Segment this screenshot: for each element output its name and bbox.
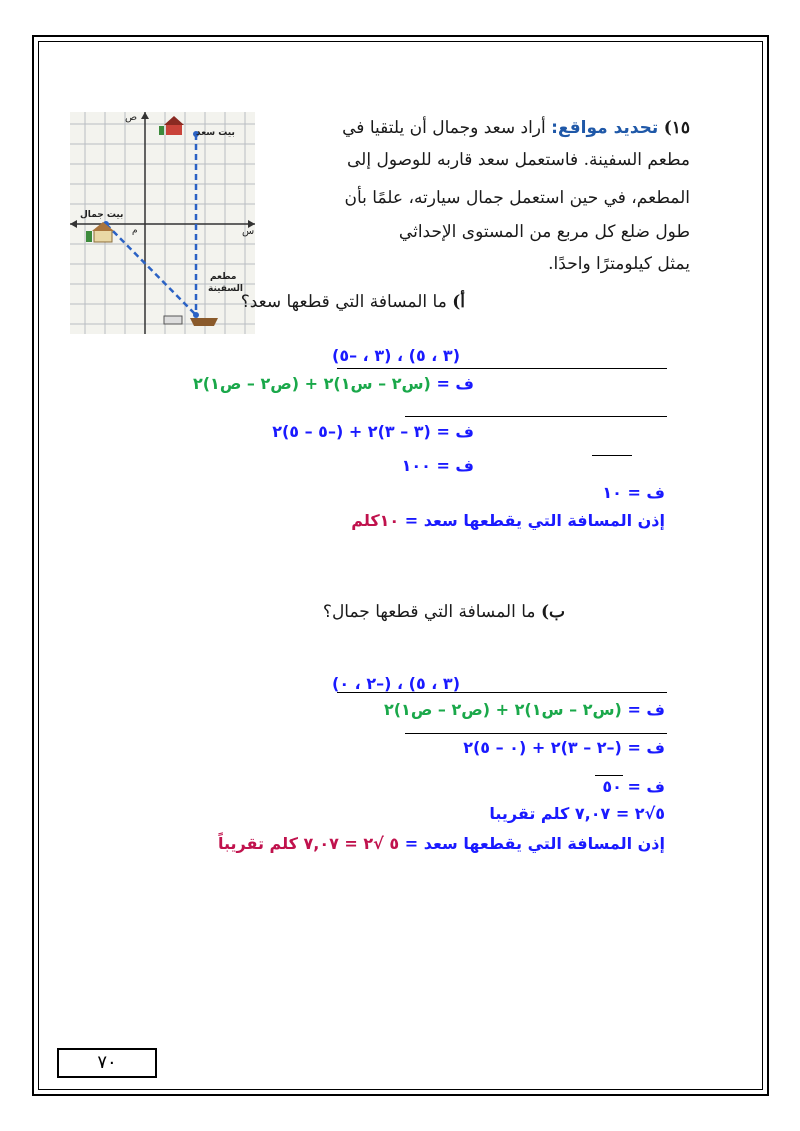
- origin-label: م: [132, 226, 138, 236]
- axis-y-label: ص: [125, 112, 138, 123]
- part-a-radical-3: [592, 455, 632, 456]
- axis-x-label: س: [242, 226, 255, 237]
- question-line-5: يمثل كيلومترًا واحدًا.: [548, 254, 690, 274]
- page-number: ٧٠: [97, 1052, 117, 1073]
- part-a-formula-row: ف = (س٢ – س١)٢ + (ص٢ – ص١)٢: [192, 374, 474, 393]
- part-a-conclusion-value: ١٠كلم: [351, 511, 400, 530]
- question-line-3: المطعم، في حين استعمل جمال سيارته، علمًا بأن: [344, 188, 690, 208]
- part-b-points: (٣ ، ٥) ، (–٢ ، ٠): [332, 674, 460, 693]
- part-a-points: (٣ ، ٥) ، (٣ ، –٥): [332, 346, 460, 365]
- question-line-1: [342, 118, 690, 138]
- label-jamal-house: بيت جمال: [80, 210, 124, 220]
- part-b-radical-3: [595, 775, 623, 776]
- label-saad-house: بيت سعد: [196, 128, 235, 138]
- part-a-sub-row: ف = (٣ – ٣)٢ + (–٥ – ٥)٢: [272, 422, 474, 441]
- part-a-question: [241, 292, 465, 312]
- question-line-2: مطعم السفينة. فاستعمل سعد قاربه للوصول إلى: [347, 150, 690, 170]
- coordinate-grid: [70, 112, 255, 334]
- part-a-radicand: ١٠٠: [401, 456, 431, 475]
- part-b-text: ما المسافة التي قطعها جمال؟: [322, 602, 536, 622]
- part-b-conclusion: إذن المسافة التي يقطعها سعد = ٥ √٢ = ٧,٠٧ كلم تقريباً: [217, 834, 665, 853]
- question-text-1: أراد سعد وجمال أن يلتقيا في: [342, 118, 546, 138]
- part-b-formula-row: ف = (س٢ – س١)٢ + (ص٢ – ص١)٢: [383, 700, 665, 719]
- part-a-result-row: ف = ١٠: [602, 483, 665, 502]
- question-line-4: طول ضلع كل مربع من المستوى الإحداثي: [398, 222, 690, 242]
- part-a-conclusion: إذن المسافة التي يقطعها سعد = ١٠كلم: [351, 511, 665, 530]
- part-a-text: ما المسافة التي قطعها سعد؟: [240, 292, 447, 312]
- part-b-sub-row: ف = (–٢ – ٣)٢ + (٠ – ٥)٢: [463, 738, 665, 757]
- part-b-radicand: ٥٠: [602, 777, 622, 796]
- page-number-box: [57, 1048, 157, 1078]
- coordinate-plane-figure: [70, 112, 255, 334]
- part-b-radical-1: [337, 692, 667, 693]
- question-number: ١٥): [663, 118, 690, 138]
- part-a-substitution: (٣ – ٣)٢ + (–٥ – ٥)٢: [272, 422, 431, 441]
- part-b-formula: (س٢ – س١)٢ + (ص٢ – ص١)٢: [383, 700, 622, 719]
- part-b-approx: ٥√٢ = ٧,٠٧ كلم تقريبا: [489, 804, 665, 823]
- part-a-formula: (س٢ – س١)٢ + (ص٢ – ص١)٢: [192, 374, 431, 393]
- part-b-radicand-row: ف = ٥٠: [602, 777, 665, 796]
- part-b-question: [323, 602, 565, 622]
- part-b-substitution: (–٢ – ٣)٢ + (٠ – ٥)٢: [463, 738, 622, 757]
- label-restaurant-2: السفينة: [208, 284, 243, 294]
- question-title: تحديد مواقع:: [551, 118, 659, 138]
- part-a-radicand-row: ف = ١٠٠: [401, 456, 474, 475]
- part-a-result: ١٠: [602, 483, 622, 502]
- part-a-label: أ): [452, 292, 465, 312]
- label-restaurant-1: مطعم: [210, 272, 237, 282]
- part-a-radical-1: [337, 368, 667, 369]
- part-b-conclusion-value: ٥ √٢ = ٧,٠٧ كلم تقريباً: [217, 834, 400, 853]
- part-b-label: ب): [540, 602, 565, 622]
- part-b-radical-2: [405, 733, 667, 734]
- part-a-radical-2: [405, 416, 667, 417]
